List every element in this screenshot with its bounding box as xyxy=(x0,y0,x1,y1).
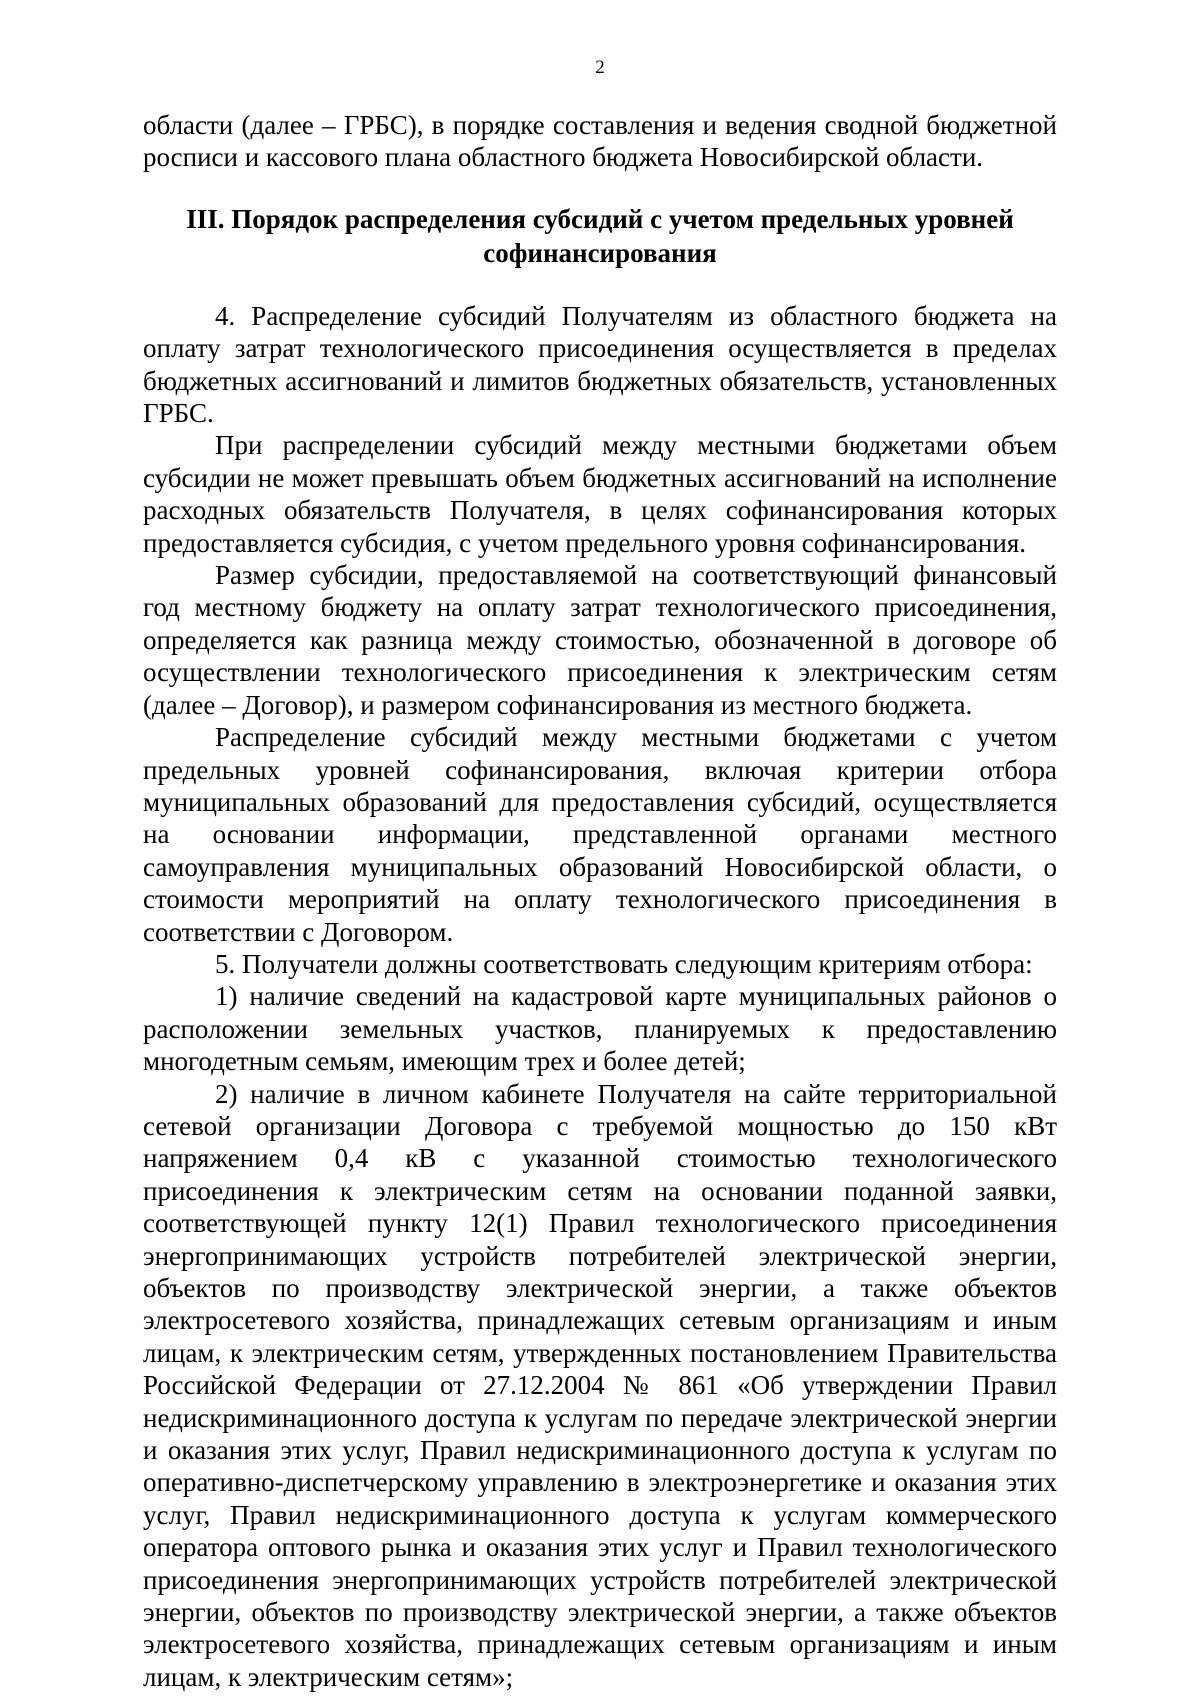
section-heading-line-1: III. Порядок распределения субсидий с учетом предельных уровней xyxy=(186,203,1014,234)
criterion-1: 1) наличие сведений на кадастровой карте муниципальных районов о расположении земельных участков, планируемых к предоставлению многодетным семьям, имеющим трех и более детей; xyxy=(143,981,1057,1077)
criterion-2: 2) наличие в личном кабинете Получателя на сайте территориальной сетевой организации Договора с требуемой мощностью до 150 кВт напряжением 0,4 кВ с указанной стоимостью технологического присоединения к электрическим сетям на основании поданной заявки, соответствующей пункту 12(1) Правил технологического присоединения энергопринимающих устройств потребителей электрической энергии, объектов по производству электрической энергии, а также объектов электросетевого хозяйства, принадлежащих сетевым организациям и иным лицам, к электрическим сетям, утвержденных постановлением Правительства Российской Федерации от 27.12.2004 № 861 «Об утверждении Правил недискриминационного доступа к услугам по передаче электрической энергии и оказания этих услуг, Правил недискриминационного доступа к услугам по оперативно-диспетчерскому управлению в электроэнергетике и оказания этих услуг, Правил недискриминационного доступа к услугам коммерческого оператора оптового рынка и оказания этих услуг и Правил технологического присоединения энергопринимающих устройств потребителей электрической энергии, объектов по производству электрической энергии, а также объектов электросетевого хозяйства, принадлежащих сетевым организациям и иным лицам, к электрическим сетям»; xyxy=(143,1078,1057,1692)
paragraph-subsidy-size: Размер субсидии, предоставляемой на соответствующий финансовый год местному бюджету на оплату затрат технологического присоединения, определяется как разница между стоимостью, обозначенной в договоре об осуществлении технологического присоединения к электрическим сетям (далее – Договор), и размером софинансирования из местного бюджета. xyxy=(143,560,1057,720)
section-heading xyxy=(143,202,1057,270)
paragraph-4-distribution: 4. Распределение субсидий Получателям из областного бюджета на оплату затрат технологического присоединения осуществляется в пределах бюджетных ассигнований и лимитов бюджетных обязательств, установленных ГРБС. xyxy=(143,300,1057,429)
page-content xyxy=(143,109,1057,1693)
paragraph-distribution-criteria: Распределение субсидий между местными бюджетами с учетом предельных уровней софинансирования, включая критерии отбора муниципальных образований для предоставления субсидий, осуществляется на основании информации, представленной органами местного самоуправления муниципальных образований Новосибирской области, о стоимости мероприятий на оплату технологического присоединения в соответствии с Договором. xyxy=(143,722,1057,947)
page-number: 2 xyxy=(595,57,605,78)
intro-paragraph: области (далее – ГРБС), в порядке составления и ведения сводной бюджетной росписи и кассового плана областного бюджета Новосибирской области. xyxy=(143,110,1057,173)
paragraph-5-criteria: 5. Получатели должны соответствовать следующим критериям отбора: xyxy=(215,948,1033,979)
section-heading-line-2: софинансирования xyxy=(483,237,717,268)
paragraph-subsidy-limit: При распределении субсидий между местными бюджетами объем субсидии не может превышать объем бюджетных ассигнований на исполнение расходных обязательств Получателя, в целях софинансирования которых предоставляется субсидия, с учетом предельного уровня софинансирования. xyxy=(143,430,1057,558)
